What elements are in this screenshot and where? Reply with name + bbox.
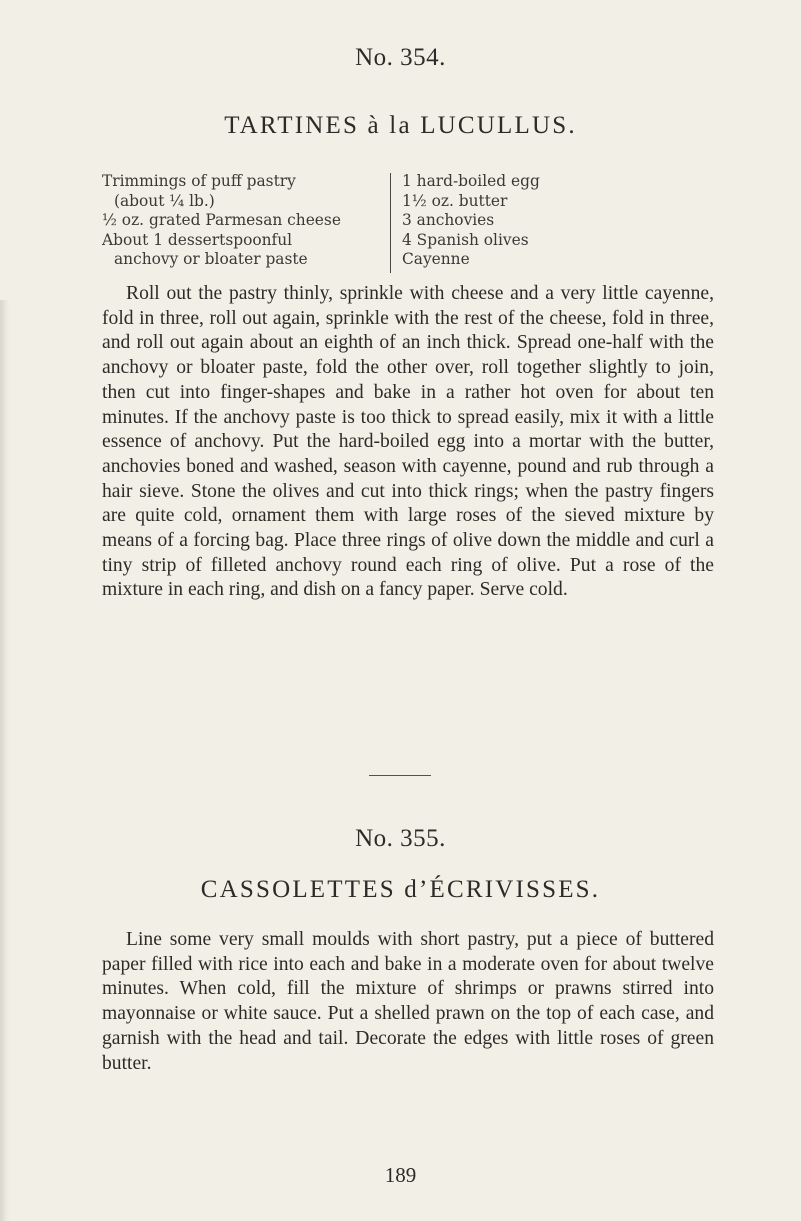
ingredient-line: 3 anchovies: [402, 211, 495, 229]
recipe-title-354: TARTINES à la LUCULLUS.: [224, 112, 577, 139]
recipe-method-354: Roll out the pastry thinly, sprinkle with cheese and a very little cayenne, fold in three, roll out again, sprinkle with the rest of the cheese, fold in three, and roll out again about an eighth of an inch thick. Spread one-half with the anchovy or bloater paste, fold the other over, roll together slightly to join, then cut into finger-shapes and bake in a rather hot oven for about ten minutes. If the anchovy paste is too thick to spread easily, mix it with a little essence of anchovy. Put the hard-boiled egg into a mortar with the butter, anchovies boned and washed, season with cayenne, pound and rub through a hair sieve. Stone the olives and cut into thick rings; when the pastry fingers are quite cold, ornament them with large roses of the sieved mixture by means of a forcing bag. Place three rings of olive down the middle and curl a tiny strip of filleted anchovy round each ring of olive. Put a rose of the mixture in each ring, and dish on a fancy paper. Serve cold.: [102, 283, 714, 601]
ingredients-right-column: [402, 172, 662, 270]
ingredient-line: About 1 dessertspoonful: [102, 230, 293, 249]
ingredient-line: 1½ oz. butter: [402, 191, 508, 210]
recipe-number-354: No. 354.: [355, 44, 446, 71]
recipe-number-355: No. 355.: [355, 825, 446, 852]
ingredient-line: ½ oz. grated Parmesan cheese: [102, 211, 341, 229]
page-number: 189: [384, 1163, 417, 1187]
ingredient-line: anchovy or bloater paste: [114, 250, 308, 268]
recipe-title-355: CASSOLETTES d’ÉCRIVISSES.: [200, 876, 601, 903]
section-divider: [369, 775, 431, 776]
ingredient-line: Cayenne: [402, 250, 470, 268]
ingredient-line: Trimmings of puff pastry: [102, 172, 296, 190]
ingredient-line: 4 Spanish olives: [402, 230, 529, 249]
ingredient-line: (about ¼ lb.): [114, 191, 215, 210]
ingredients-left-column: [102, 172, 382, 270]
ingredients-divider: [390, 173, 391, 273]
recipe-method-355: Line some very small moulds with short pastry, put a piece of buttered paper filled with rice into each and bake in a moderate oven for about twelve minutes. When cold, fill the mixture of shrimps or prawns stirred into mayonnaise or white sauce. Put a shelled prawn on the top of each case, and garnish with the head and tail. Decorate the edges with little roses of green butter.: [102, 929, 714, 1074]
binding-shadow: [0, 300, 10, 1221]
ingredient-line: 1 hard-boiled egg: [402, 172, 540, 190]
